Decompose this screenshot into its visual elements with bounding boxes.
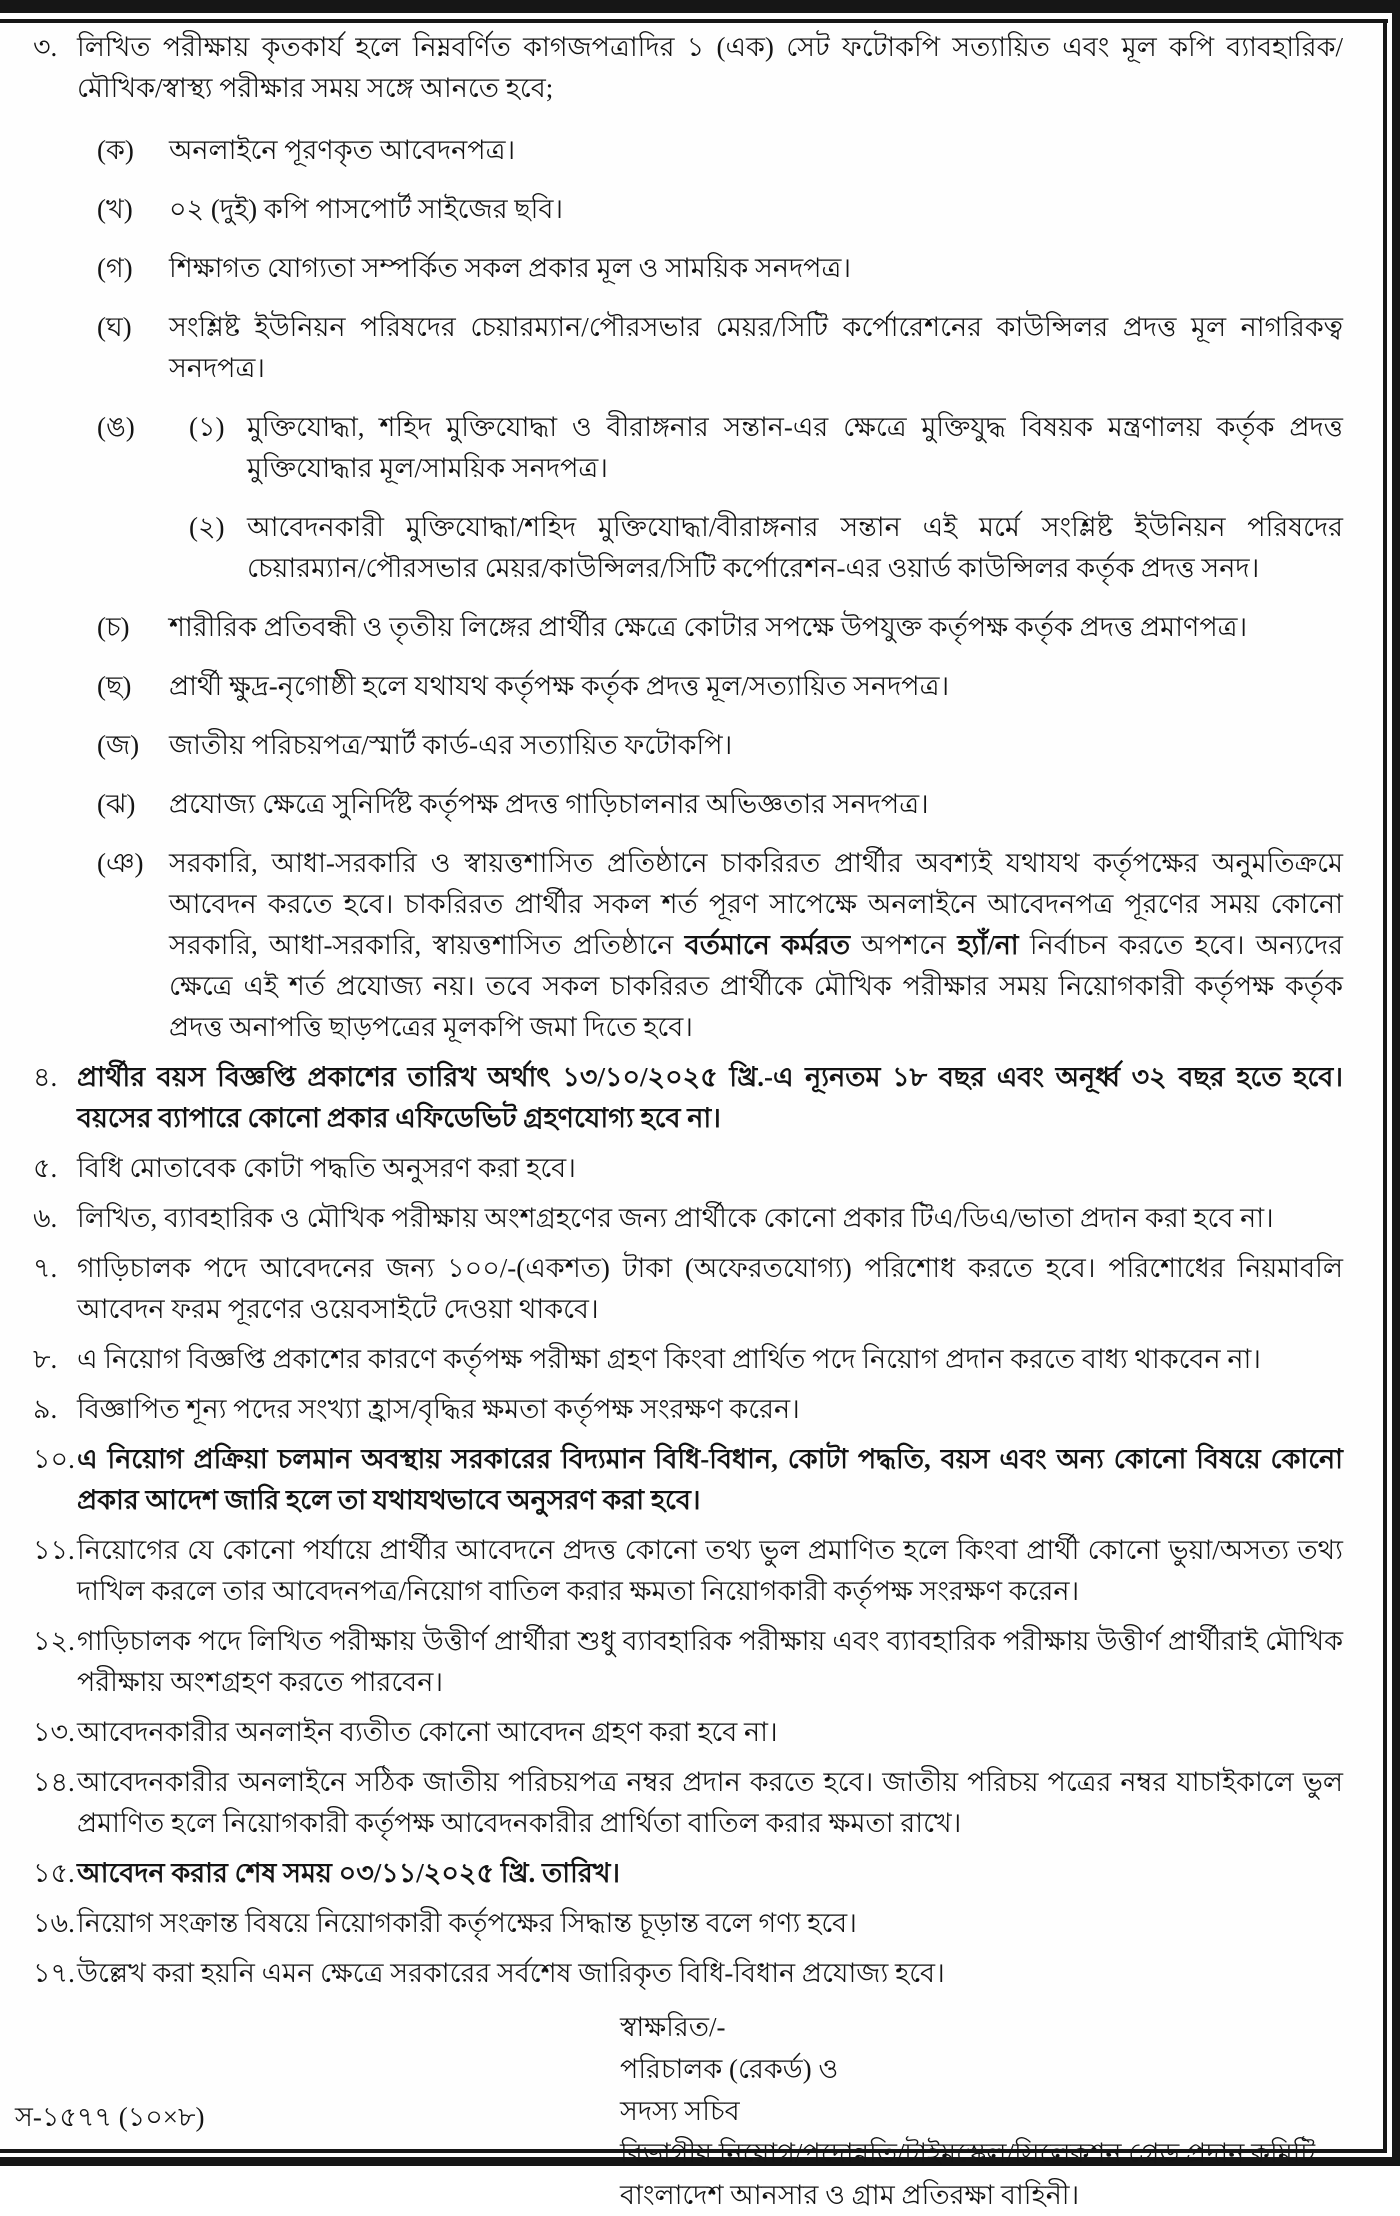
clause-body: উল্লেখ করা হয়নি এমন ক্ষেত্রে সরকারের সর্বশেষ জারিকৃত বিধি-বিধান প্রযোজ্য হবে।: [77, 1958, 945, 1988]
sub-clause: [97, 130, 1343, 171]
clause-number: (ছ): [97, 671, 132, 701]
clause-body: ০২ (দুই) কপি পাসপোর্ট সাইজের ছবি।: [169, 194, 564, 224]
clause-number: ৫.: [33, 1153, 58, 1183]
clause: [33, 1439, 1343, 1521]
clause-number: ১১.: [33, 1535, 75, 1565]
clause-body: গাড়িচালক পদে লিখিত পরীক্ষায় উত্তীর্ণ প্রার্থীরা শুধু ব্যাবহারিক পরীক্ষায় এবং ব্যাবহারিক পরীক্ষায় উত্তীর্ণ প্রার্থীরাই মৌখিক পরীক্ষায় অংশগ্রহণ করতে পারবেন।: [77, 1626, 1343, 1697]
page-border-top-outer: [0, 0, 1400, 13]
page-border-top-inner: [0, 19, 1388, 23]
clause-number: ১০.: [33, 1444, 75, 1474]
clause: [33, 1530, 1343, 1612]
clause-number: (ঞ): [97, 848, 144, 878]
clause-number: ১৭.: [33, 1958, 75, 1988]
sub-clause: [97, 407, 1343, 589]
clause-number: (২): [189, 512, 225, 542]
clause: [33, 1762, 1343, 1844]
signature-line: সদস্য সচিব: [620, 2096, 740, 2126]
clause-number: ১৫.: [33, 1858, 75, 1888]
clause-body: শারীরিক প্রতিবন্ধী ও তৃতীয় লিঙ্গের প্রার্থীর ক্ষেত্রে কোটার সপক্ষে উপযুক্ত কর্তৃপক্ষ কর্তৃক প্রদত্ত প্রমাণপত্র।: [169, 612, 1248, 642]
clause-number: (ঙ): [97, 412, 135, 442]
clause-number: ৪.: [33, 1062, 58, 1092]
clause: [33, 1148, 1343, 1189]
clause-number: ৭.: [33, 1253, 58, 1283]
sub-clause: [189, 507, 1343, 589]
clause: [33, 1953, 1343, 1994]
signature-line: পরিচালক (রেকর্ড) ও: [620, 2054, 839, 2084]
clause: [33, 1339, 1343, 1380]
clause-number: ১২.: [33, 1626, 75, 1656]
signature-line: বিভাগীয় নিয়োগ/পদোন্নতি/টাইমস্কেল/সিলেকশন গ্রেড প্রদান কমিটি: [620, 2138, 1316, 2168]
clause-body: আবেদনকারীর অনলাইন ব্যতীত কোনো আবেদন গ্রহণ করা হবে না।: [77, 1717, 778, 1747]
sub-clause: [97, 843, 1343, 1048]
clause-number: ১৩.: [33, 1717, 75, 1747]
clause-body: এ নিয়োগ প্রক্রিয়া চলমান অবস্থায় সরকারের বিদ্যমান বিধি-বিধান, কোটা পদ্ধতি, বয়স এবং অন্য কোনো বিষয়ে কোনো প্রকার আদেশ জারি হলে তা যথাযথভাবে অনুসরণ করা হবে।: [77, 1444, 1343, 1515]
text-segment: নির্বাচন করতে হবে। অন্যদের ক্ষেত্রে এই শর্ত প্রযোজ্য নয়। তবে সকল চাকরিরত প্রার্থীকে মৌখিক পরীক্ষার সময় নিয়োগকারী কর্তৃপক্ষ কর্তৃক প্রদত্ত অনাপত্তি ছাড়পত্রের মূলকপি জমা দিতে হবে।: [169, 930, 1343, 1042]
clause-number: (চ): [97, 612, 130, 642]
sub-clause: [189, 407, 1343, 489]
clause-body: প্রার্থীর বয়স বিজ্ঞপ্তি প্রকাশের তারিখ অর্থাৎ ১৩/১০/২০২৫ খ্রি.-এ ন্যূনতম ১৮ বছর এবং অনূর্ধ্ব ৩২ বছর হতে হবে। বয়সের ব্যাপারে কোনো প্রকার এফিডেভিট গ্রহণযোগ্য হবে না।: [77, 1062, 1343, 1133]
sub-clause: [97, 666, 1343, 707]
clause-number: (গ): [97, 253, 133, 283]
clause-body: প্রার্থী ক্ষুদ্র-নৃগোষ্ঠী হলে যথাযথ কর্তৃপক্ষ কর্তৃক প্রদত্ত মূল/সত্যায়িত সনদপত্র।: [169, 671, 950, 701]
signature-block: [620, 2006, 1343, 2216]
clause-number: ১৬.: [33, 1908, 75, 1938]
clause-body: নিয়োগের যে কোনো পর্যায়ে প্রার্থীর আবেদনে প্রদত্ত কোনো তথ্য ভুল প্রমাণিত হলে কিংবা প্রার্থী কোনো ভুয়া/অসত্য তথ্য দাখিল করলে তার আবেদনপত্র/নিয়োগ বাতিল করার ক্ষমতা নিয়োগকারী কর্তৃপক্ষ সংরক্ষণ করেন।: [77, 1535, 1343, 1606]
clause-body: বিজ্ঞাপিত শূন্য পদের সংখ্যা হ্রাস/বৃদ্ধির ক্ষমতা কর্তৃপক্ষ সংরক্ষণ করেন।: [77, 1394, 800, 1424]
clause-body: গাড়িচালক পদে আবেদনের জন্য ১০০/-(একশত) টাকা (অফেরতযোগ্য) পরিশোধ করতে হবে। পরিশোধের নিয়মাবলি আবেদন ফরম পূরণের ওয়েবসাইটে দেওয়া থাকবে।: [77, 1253, 1343, 1324]
clause: [33, 1057, 1343, 1139]
clause-body: প্রযোজ্য ক্ষেত্রে সুনির্দিষ্ট কর্তৃপক্ষ প্রদত্ত গাড়িচালনার অভিজ্ঞতার সনদপত্র।: [169, 789, 929, 819]
clause-body: [77, 27, 1343, 1048]
clause-number: ৮.: [33, 1344, 58, 1374]
clause-number: ৬.: [33, 1203, 58, 1233]
clause: [33, 1389, 1343, 1430]
clause-body: নিয়োগ সংক্রান্ত বিষয়ে নিয়োগকারী কর্তৃপক্ষের সিদ্ধান্ত চূড়ান্ত বলে গণ্য হবে।: [77, 1908, 857, 1938]
clause-body: সংশ্লিষ্ট ইউনিয়ন পরিষদের চেয়ারম্যান/পৌরসভার মেয়র/সিটি কর্পোরেশনের কাউন্সিলর প্রদত্ত মূল নাগরিকত্ব সনদপত্র।: [169, 312, 1343, 383]
clause-body: অনলাইনে পূরণকৃত আবেদনপত্র।: [169, 135, 516, 165]
clause: [33, 1621, 1343, 1703]
clause-body: জাতীয় পরিচয়পত্র/স্মার্ট কার্ড-এর সত্যায়িত ফটোকপি।: [169, 730, 733, 760]
clause: [33, 1198, 1343, 1239]
sub-clause: [97, 784, 1343, 825]
clause-number: (ঝ): [97, 789, 136, 819]
signature-line: বাংলাদেশ আনসার ও গ্রাম প্রতিরক্ষা বাহিনী।: [620, 2180, 1080, 2210]
clause: [33, 1903, 1343, 1944]
sub-clause: [97, 607, 1343, 648]
clause-number: ৩.: [33, 32, 58, 62]
sub-clause: [97, 307, 1343, 389]
clause-number: (ঘ): [97, 312, 132, 342]
text-segment: সরকারি, আধা-সরকারি ও স্বায়ত্তশাসিত প্রতিষ্ঠানে চাকরিরত প্রার্থীর অবশ্যই যথাযথ কর্তৃপক্ষের অনুমতিক্রমে আবেদন করতে হবে। চাকরিরত প্রার্থীর সকল শর্ত পূরণ সাপেক্ষে অনলাইনে আবেদনপত্র পূরণের সময় কোনো সরকারি, আধা-সরকারি, স্বায়ত্তশাসিত প্রতিষ্ঠানে: [169, 848, 1343, 960]
clause-body: [169, 407, 1343, 589]
sub-clause: [97, 725, 1343, 766]
sub-clause: [97, 248, 1343, 289]
clause-number: (১): [189, 412, 225, 442]
clause-number: ৯.: [33, 1394, 58, 1424]
clause: [33, 1712, 1343, 1753]
text-segment: বর্তমানে কর্মরত: [684, 930, 851, 960]
clause-number: (জ): [97, 730, 140, 760]
clause: [33, 1853, 1343, 1894]
clause: [33, 1248, 1343, 1330]
text-segment: অপশনে: [850, 930, 958, 960]
clause-body: এ নিয়োগ বিজ্ঞপ্তি প্রকাশের কারণে কর্তৃপক্ষ পরীক্ষা গ্রহণ কিংবা প্রার্থিত পদে নিয়োগ প্রদান করতে বাধ্য থাকবেন না।: [77, 1344, 1261, 1374]
clause: [33, 27, 1343, 1048]
clause-body: আবেদন করার শেষ সময় ০৩/১১/২০২৫ খ্রি. তারিখ।: [77, 1858, 621, 1888]
clause-body: আবেদনকারী মুক্তিযোদ্ধা/শহিদ মুক্তিযোদ্ধা/বীরাঙ্গনার সন্তান এই মর্মে সংশ্লিষ্ট ইউনিয়ন পরিষদের চেয়ারম্যান/পৌরসভার মেয়র/কাউন্সিলর/সিটি কর্পোরেশন-এর ওয়ার্ড কাউন্সিলর কর্তৃক প্রদত্ত সনদ।: [247, 512, 1343, 583]
clause-body: মুক্তিযোদ্ধা, শহিদ মুক্তিযোদ্ধা ও বীরাঙ্গনার সন্তান-এর ক্ষেত্রে মুক্তিযুদ্ধ বিষয়ক মন্ত্রণালয় কর্তৃক প্রদত্ত মুক্তিযোদ্ধার মূল/সাময়িক সনদপত্র।: [247, 412, 1343, 483]
clause-body: শিক্ষাগত যোগ্যতা সম্পর্কিত সকল প্রকার মূল ও সাময়িক সনদপত্র।: [169, 253, 851, 283]
text-segment: হ্যাঁ/না: [957, 930, 1019, 960]
page-border-right-outer: [1392, 0, 1400, 2166]
notice-content: [33, 27, 1343, 2210]
clause-number: ১৪.: [33, 1767, 75, 1797]
clause-body: বিধি মোতাবেক কোটা পদ্ধতি অনুসরণ করা হবে।: [77, 1153, 576, 1183]
clause-list: [33, 27, 1343, 1994]
clause-body: [169, 843, 1343, 1048]
page-border-right-inner: [1383, 19, 1387, 2149]
clause-text: লিখিত পরীক্ষায় কৃতকার্য হলে নিম্নবর্ণিত কাগজপত্রাদির ১ (এক) সেট ফটোকপি সত্যায়িত এবং মূল কপি ব্যাবহারিক/মৌখিক/স্বাস্থ্য পরীক্ষার সময় সঙ্গে আনতে হবে;: [77, 32, 1343, 103]
print-reference-code: স-১৫৭৭ (১০×৮): [15, 2102, 205, 2132]
clause-number: (ক): [97, 135, 134, 165]
clause-body: আবেদনকারীর অনলাইনে সঠিক জাতীয় পরিচয়পত্র নম্বর প্রদান করতে হবে। জাতীয় পরিচয় পত্রের নম্বর যাচাইকালে ভুল প্রমাণিত হলে নিয়োগকারী কর্তৃপক্ষ আবেদনকারীর প্রার্থিতা বাতিল করার ক্ষমতা রাখে।: [77, 1767, 1343, 1838]
sub-clause: [97, 189, 1343, 230]
signature-line: স্বাক্ষরিত/-: [620, 2012, 726, 2042]
clause-number: (খ): [97, 194, 133, 224]
clause-body: লিখিত, ব্যাবহারিক ও মৌখিক পরীক্ষায় অংশগ্রহণের জন্য প্রার্থীকে কোনো প্রকার টিএ/ডিএ/ভাতা প্রদান করা হবে না।: [77, 1203, 1274, 1233]
